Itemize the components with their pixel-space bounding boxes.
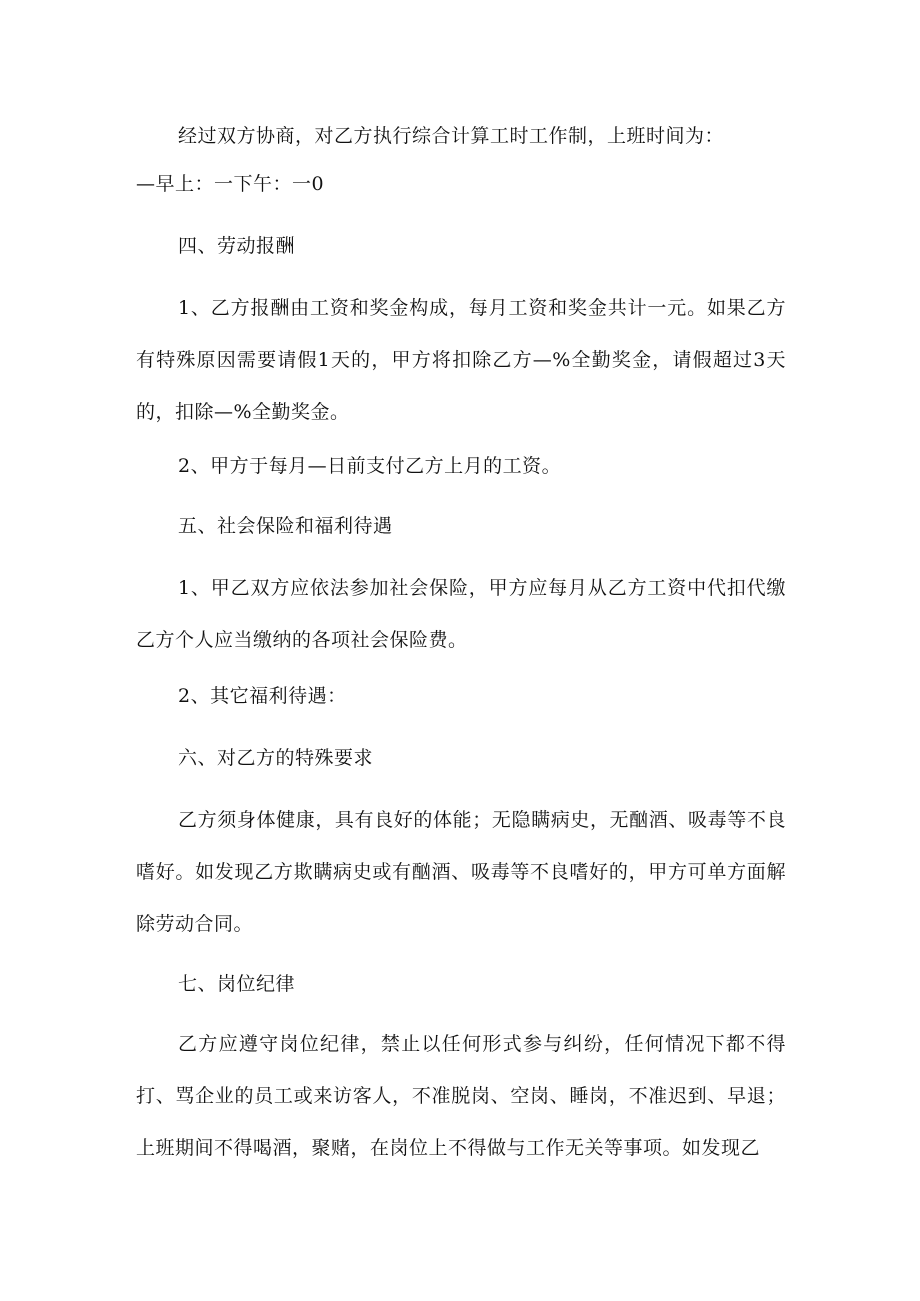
special-requirements-paragraph: 乙方须身体健康，具有良好的体能；无隐瞒病史，无酗酒、吸毒等不良嗜好。如发现乙方欺瞒病史或有酗酒、吸毒等不良嗜好的，甲方可单方面解除劳动合同。	[136, 809, 786, 935]
section-heading-remuneration: 四、劳动报酬	[178, 235, 296, 257]
section-heading-social-insurance: 五、社会保险和福利待遇	[178, 515, 393, 537]
remuneration-clause-1: 1、乙方报酬由工资和奖金构成，每月工资和奖金共计一元。如果乙方有特殊原因需要请假1天的，甲方将扣除乙方—%全勤奖金，请假超过3天的，扣除—%全勤奖金。	[136, 297, 786, 423]
social-insurance-clause-2: 2、其它福利待遇：	[178, 685, 347, 707]
work-schedule-line: —早上：一下午：一0	[136, 173, 325, 195]
work-hours-paragraph: 经过双方协商，对乙方执行综合计算工时工作制，上班时间为：	[178, 125, 725, 147]
discipline-paragraph: 乙方应遵守岗位纪律，禁止以任何形式参与纠纷，任何情况下都不得打、骂企业的员工或来访客人，不准脱岗、空岗、睡岗，不准迟到、早退；上班期间不得喝酒，聚赌，在岗位上不得做与工作无关等事项。如发现乙	[136, 1033, 786, 1159]
remuneration-clause-2: 2、甲方于每月—日前支付乙方上月的工资。	[178, 455, 562, 477]
section-heading-special-requirements: 六、对乙方的特殊要求	[178, 747, 374, 769]
social-insurance-clause-1: 1、甲乙双方应依法参加社会保险，甲方应每月从乙方工资中代扣代缴乙方个人应当缴纳的各项社会保险费。	[136, 577, 786, 651]
section-heading-discipline: 七、岗位纪律	[178, 973, 296, 995]
